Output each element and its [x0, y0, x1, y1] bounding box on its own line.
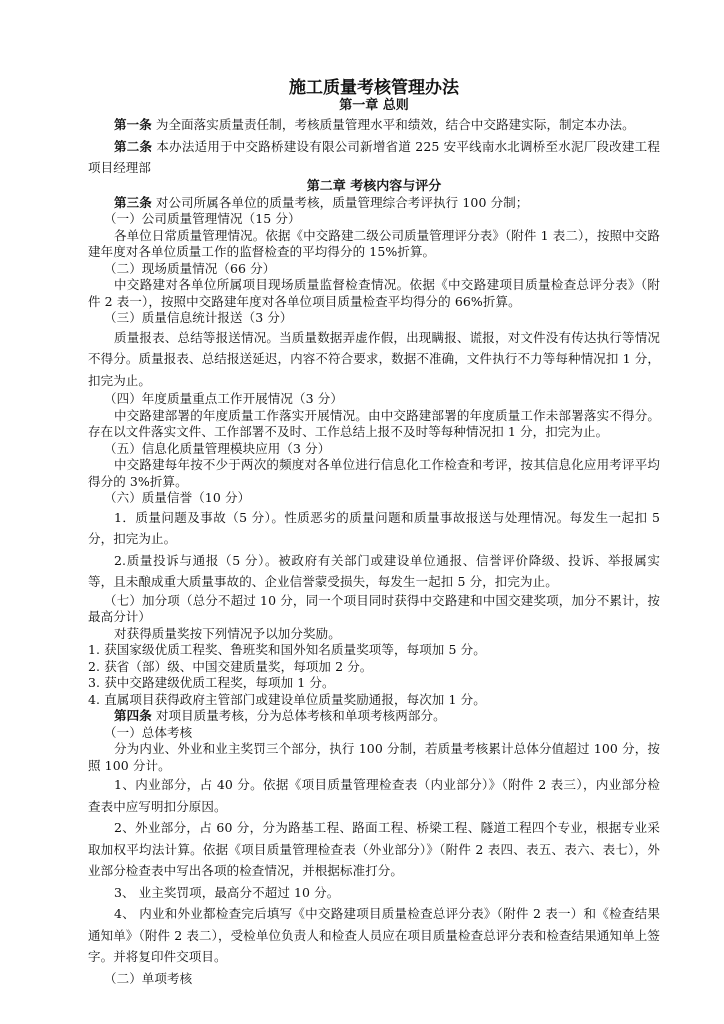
article-3	[88, 195, 660, 212]
part-1-item-2: 2、外业部分，占 60 分，分为路基工程、路面工程、桥梁工程、隧道工程四个专业，根据专业采取加权平均法计算。依据《项目质量管理检查表（外业部分）》（附件 2 表四、表五、表六、表七），外业部分检查表中写出各项的检查情况，并根据标准打分。	[88, 820, 660, 878]
section-5-heading: （五）信息化质量管理模块应用（3 分）	[104, 440, 331, 456]
part-1-item-3: 3、 业主奖罚项，最高分不超过 10 分。	[114, 884, 340, 900]
section-3-heading: （三）质量信息统计报送（3 分）	[104, 310, 293, 325]
part-1-item-4: 4、 内业和外业都检查完后填写《中交路建项目质量检查总评分表》（附件 2 表一）和《检查结果通知单》（附件 2 表二），受检单位负责人和检查人员应在项目质量检查总评分表和检查结果通知单上签字。并将复印件交项目。	[88, 906, 660, 964]
section-3-text: 质量报表、总结等报送情况。当质量数据弄虚作假，出现瞒报、谎报，对文件没有传达执行等情况不得分。质量报表、总结报送延迟，内容不符合要求，数据不准确，文件执行不力等每种情况扣 1 分，扣完为止。	[88, 329, 660, 388]
section-5-text: 中交路建每年按不少于两次的频度对各单位进行信息化工作检查和考评，按其信息化应用考评平均得分的 3%折算。	[88, 457, 660, 489]
section-6-heading: （六）质量信誉（10 分）	[104, 490, 251, 505]
article-2-text: 本办法适用于中交路桥建设有限公司新增省道 225 安平线南水北调桥至水泥厂段改建工程项目经理部	[88, 138, 660, 175]
article-4	[88, 708, 660, 725]
section-1-heading: （一）公司质量管理情况（15 分）	[104, 211, 301, 226]
section-7-intro: 对获得质量奖按下列情况予以加分奖励。	[114, 625, 341, 641]
section-4-heading: （四）年度质量重点工作开展情况（3 分）	[104, 391, 343, 406]
article-4-label: 第四条	[114, 708, 152, 723]
section-7-heading: （七）加分项（总分不超过 10 分，同一个项目同时获得中交路建和中国交建奖项，加分不累计，按最高分计）	[88, 592, 660, 624]
section-7-item-3: 3. 获中交路建级优质工程奖，每项加 1 分。	[88, 675, 335, 690]
section-7-item-2: 2. 获省（部）级、中国交建质量奖，每项加 2 分。	[88, 658, 373, 674]
section-1-text: 各单位日常质量管理情况。依据《中交路建二级公司质量管理评分表》（附件 1 表二），按照中交路建年度对各单位质量工作的监督检查的平均得分的 15%折算。	[88, 227, 660, 259]
article-1-label: 第一条	[114, 117, 152, 132]
section-7-item-1: 1. 获国家级优质工程奖、鲁班奖和国外知名质量奖项等，每项加 5 分。	[88, 642, 486, 657]
part-2-heading: （二）单项考核	[104, 970, 193, 986]
article-2	[88, 136, 660, 179]
section-6-item-1: 1．质量问题及事故（5 分）。性质恶劣的质量问题和质量事故报送与处理情况。每发生一起扣 5 分，扣完为止。	[88, 509, 660, 546]
section-7-item-4: 4. 直属项目获得政府主管部门或建设单位质量奖励通报，每次加 1 分。	[88, 691, 486, 707]
document-title: 施工质量考核管理办法	[289, 78, 459, 98]
article-1	[88, 114, 660, 136]
article-4-text: 对项目质量考核，分为总体考核和单项考核两部分。	[151, 708, 446, 723]
section-2-heading: （二）现场质量情况（66 分）	[104, 260, 276, 276]
section-6-item-2: 2.质量投诉与通报（5 分）。被政府有关部门或建设单位通报、信誉评价降级、投诉、举报属实等，且未酿成重大质量事故的、企业信誉蒙受损失，每发生一起扣 5 分，扣完为止。	[88, 552, 660, 589]
section-4-text: 中交路建部署的年度质量工作落实开展情况。由中交路建部署的年度质量工作未部署落实不得分。存在以文件落实文件、工作部署不及时、工作总结上报不及时等每种情况扣 1 分，扣完为止。	[88, 407, 660, 439]
document-page	[88, 78, 660, 989]
section-2-text: 中交路建对各单位所属项目现场质量监督检查情况。依据《中交路建项目质量检查总评分表》（附件 2 表一），按照中交路建年度对各单位项目质量检查平均得分的 66%折算。	[88, 277, 660, 309]
article-2-label: 第二条	[114, 138, 153, 154]
article-3-text: 对公司所属各单位的质量考核，质量管理综合考评执行 100 分制；	[151, 194, 529, 210]
part-1-item-1: 1、内业部分，占 40 分。依据《项目质量管理检查表（内业部分）》（附件 2 表三），内业部分检查表中应写明扣分原因。	[88, 777, 660, 814]
part-1-heading: （一）总体考核	[104, 724, 193, 740]
chapter-2-heading: 第二章 考核内容与评分	[306, 178, 442, 194]
part-1-text: 分为内业、外业和业主奖罚三个部分，执行 100 分制，若质量考核累计总体分值超过 100 分，按照 100 分计。	[88, 741, 660, 773]
chapter-1-heading: 第一章 总则	[339, 98, 409, 113]
article-3-label: 第三条	[114, 194, 152, 210]
article-1-text: 为全面落实质量责任制，考核质量管理水平和绩效，结合中交路建实际，制定本办法。	[151, 117, 635, 132]
